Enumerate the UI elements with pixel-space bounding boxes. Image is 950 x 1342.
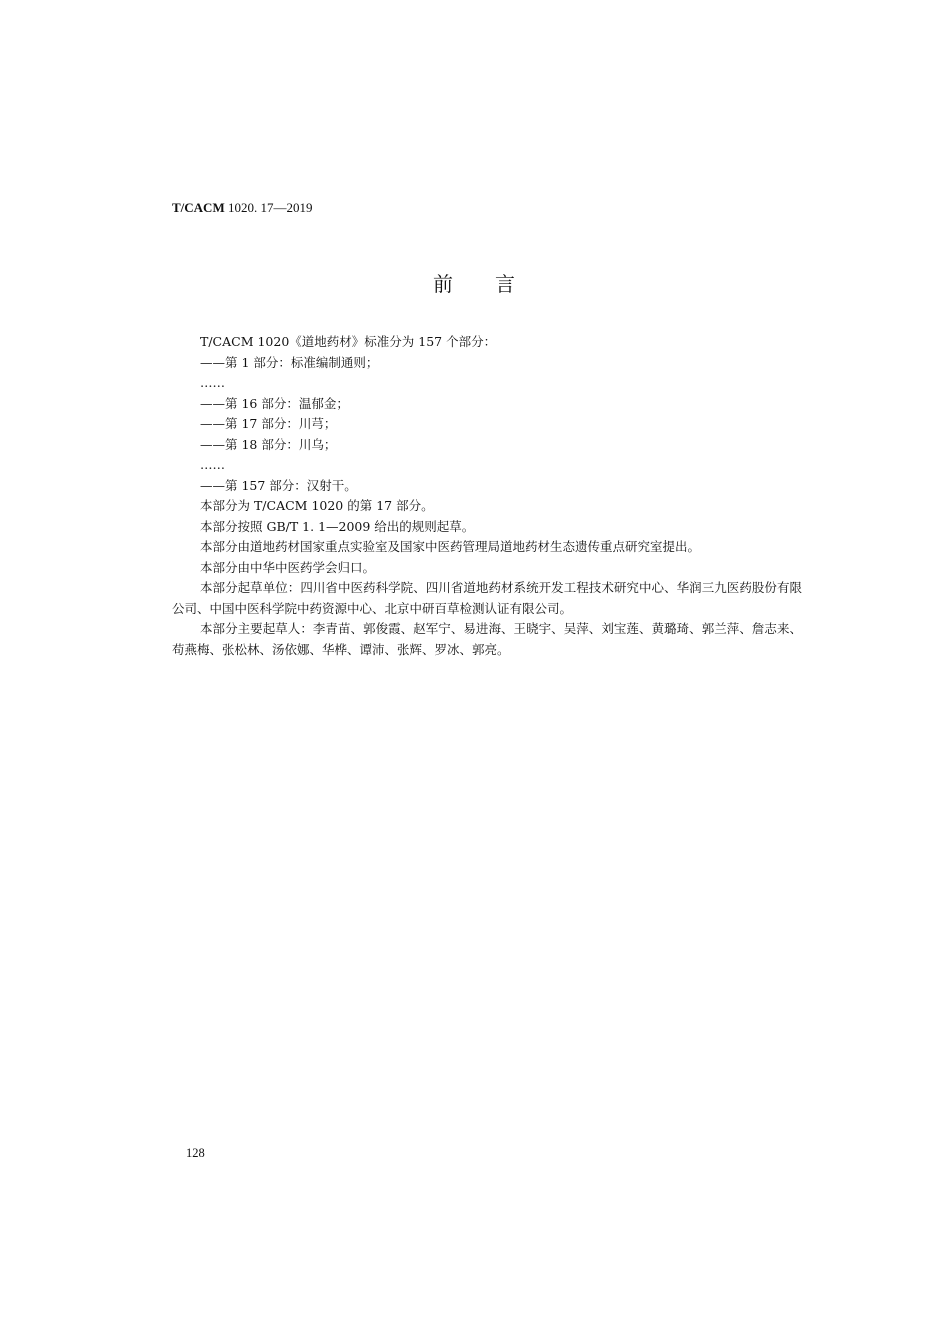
part-list-item: ——第 17 部分：川芎； bbox=[200, 416, 337, 431]
standard-code-header bbox=[172, 200, 312, 216]
part-list-item: ——第 1 部分：标准编制通则； bbox=[200, 354, 379, 370]
standard-number: 1020. 17—2019 bbox=[224, 200, 313, 215]
foreword-body bbox=[172, 332, 802, 660]
foreword-paragraph: 本部分按照 GB/T 1. 1—2009 给出的规则起草。 bbox=[200, 518, 475, 534]
part-list-item: ——第 16 部分：温郁金； bbox=[200, 395, 349, 411]
page-title bbox=[0, 268, 950, 297]
part-list-item: ——第 18 部分：川乌； bbox=[200, 436, 337, 452]
foreword-paragraph: 本部分由中华中医药学会归口。 bbox=[200, 559, 376, 575]
standard-prefix: T/CACM bbox=[172, 200, 225, 215]
foreword-paragraph: 本部分由道地药材国家重点实验室及国家中医药管理局道地药材生态遗传重点研究室提出。 bbox=[200, 539, 701, 554]
part-list-ellipsis: …… bbox=[200, 375, 225, 390]
foreword-intro: T/CACM 1020《道地药材》标准分为 157 个部分： bbox=[200, 334, 497, 349]
page-number: 128 bbox=[186, 1146, 205, 1160]
title-char-1: 前 bbox=[433, 272, 455, 296]
part-list-ellipsis: …… bbox=[200, 457, 225, 472]
drafting-units-paragraph: 本部分起草单位：四川省中医药科学院、四川省道地药材系统开发工程技术研究中心、华润三九医药股份有限公司、中国中医科学院中药资源中心、北京中研百草检测认证有限公司。 bbox=[172, 580, 802, 616]
part-list-item: ——第 157 部分：汉射干。 bbox=[200, 477, 357, 493]
foreword-paragraph: 本部分为 T/CACM 1020 的第 17 部分。 bbox=[200, 498, 434, 513]
drafters-paragraph: 本部分主要起草人：李青苗、郭俊霞、赵军宁、易进海、王晓宇、吴萍、刘宝莲、黄璐琦、郭兰萍、詹志来、苟燕梅、张松林、汤依娜、华桦、谭沛、张辉、罗冰、郭亮。 bbox=[172, 621, 802, 657]
title-char-2: 言 bbox=[495, 272, 517, 296]
